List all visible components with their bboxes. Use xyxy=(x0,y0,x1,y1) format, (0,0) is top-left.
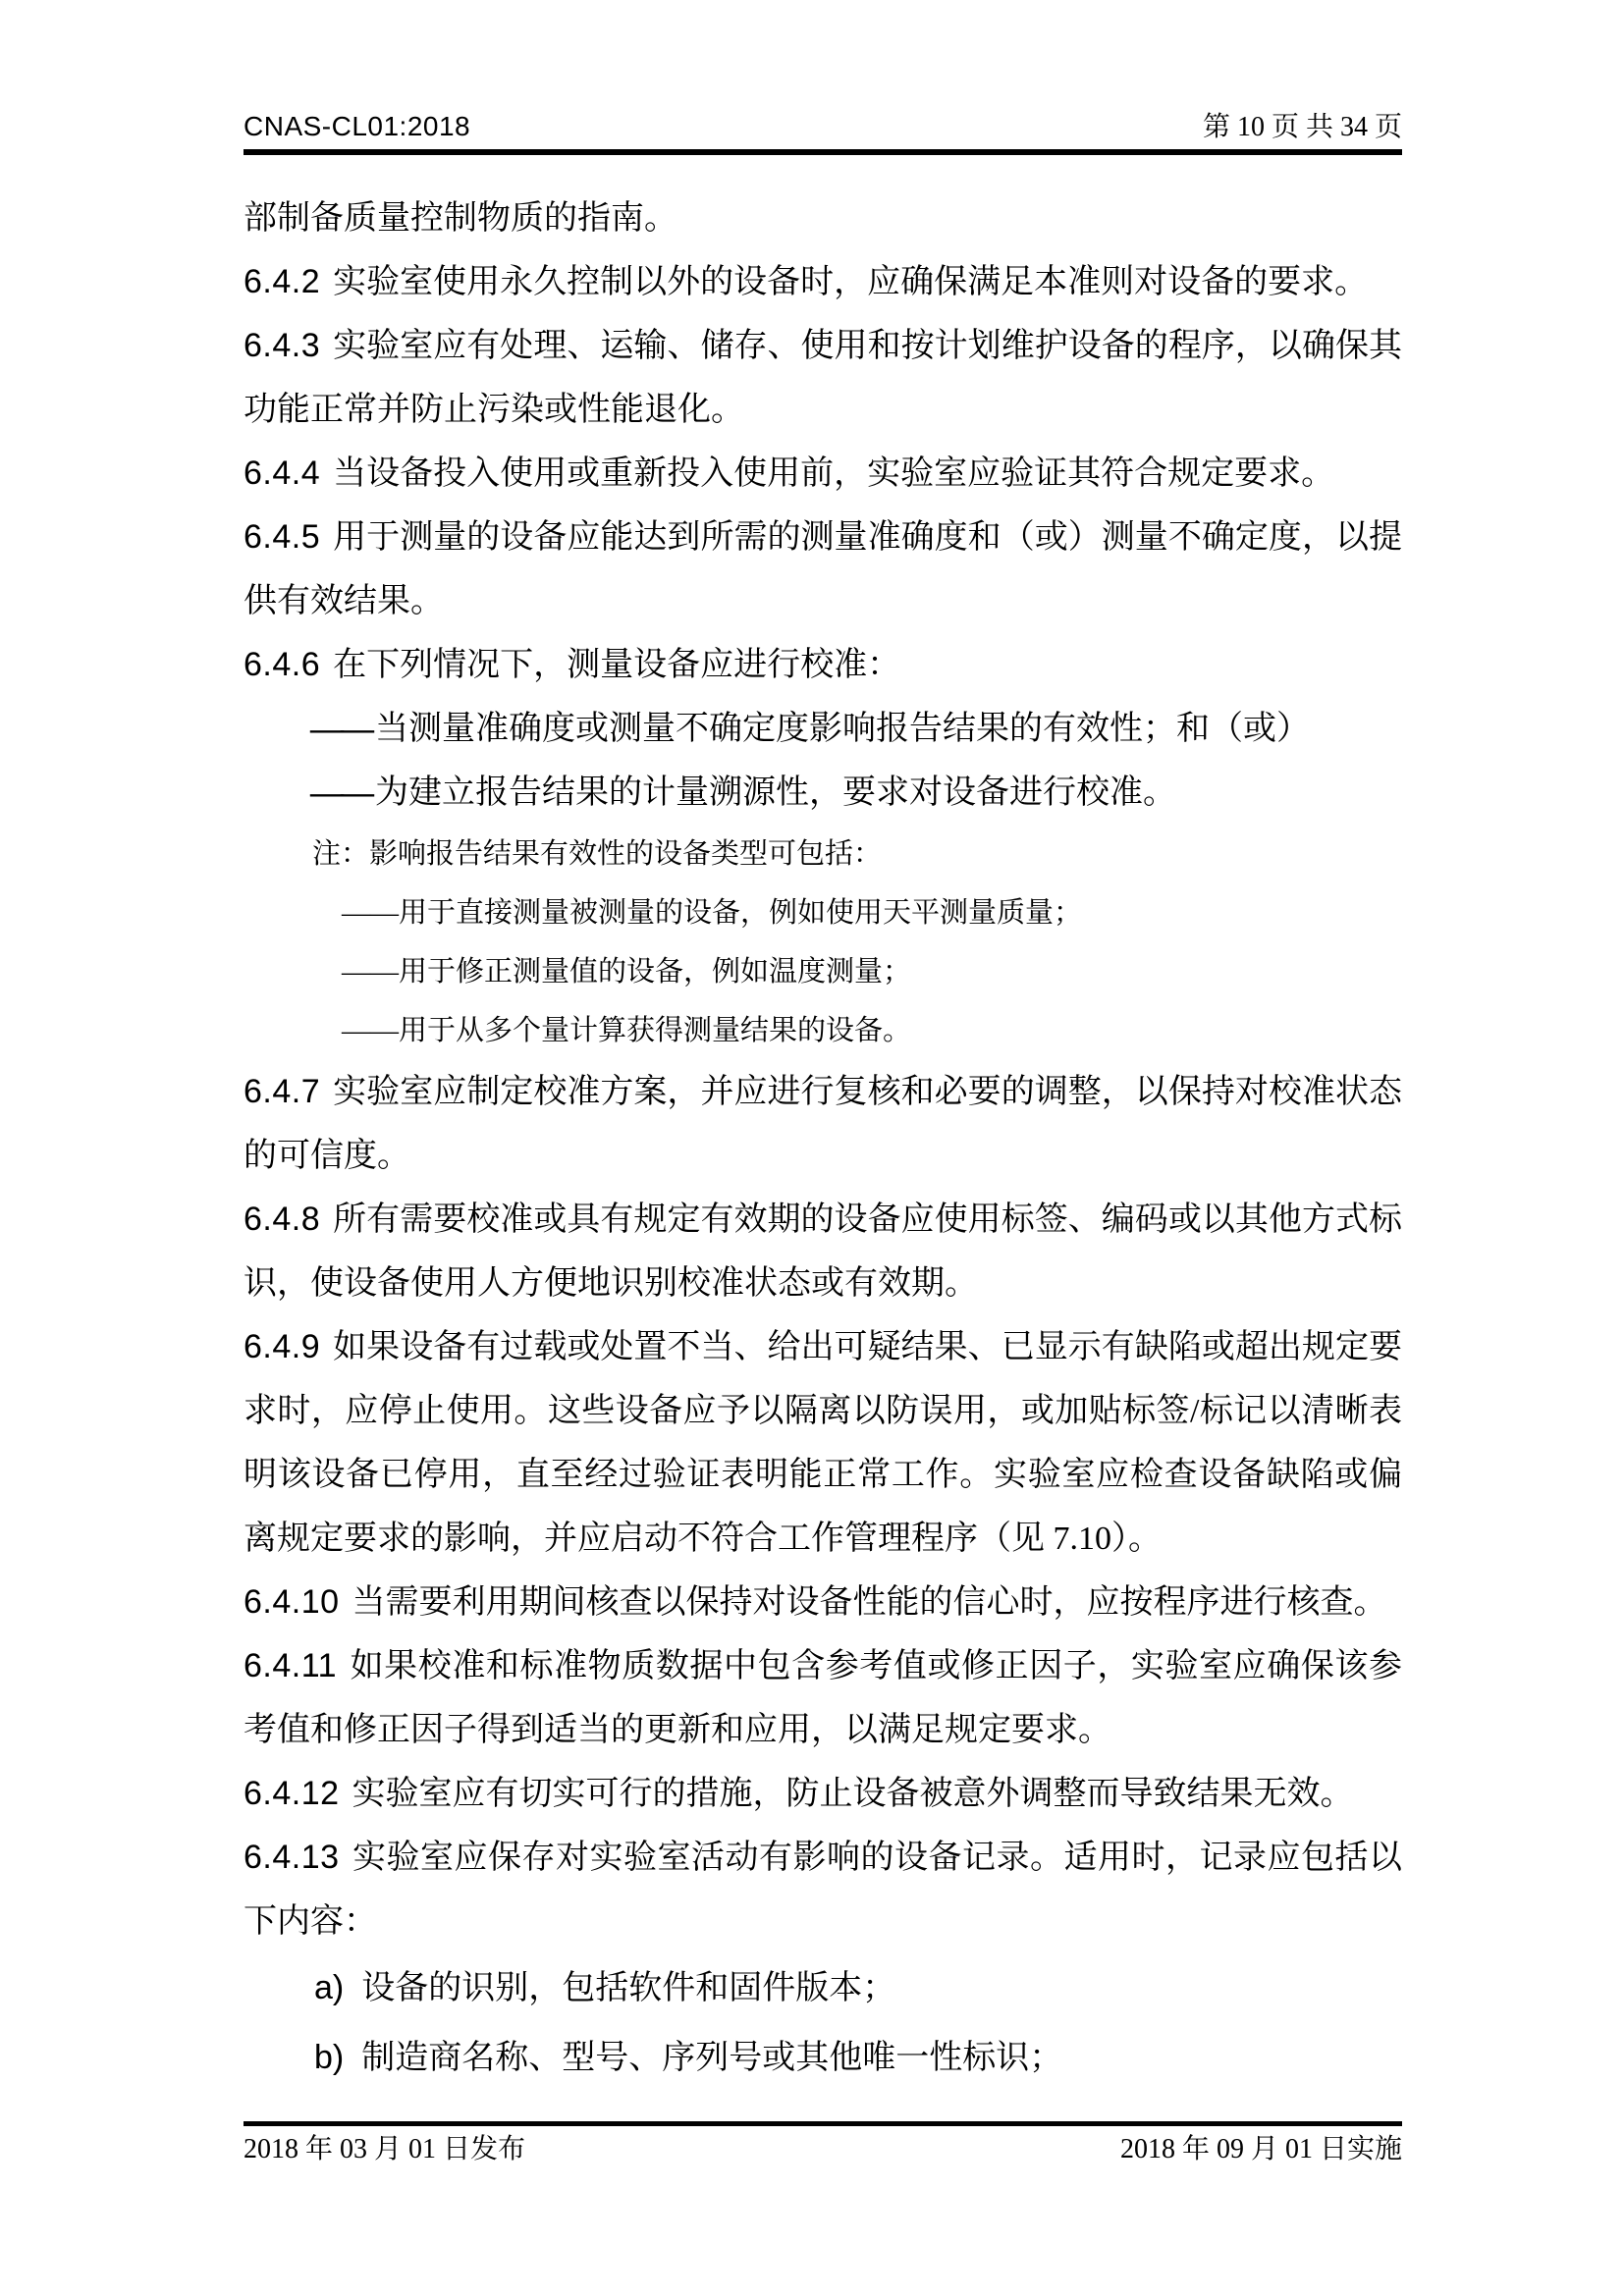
note-dash-paragraph xyxy=(244,942,1402,1001)
paragraph-text: ——用于从多个量计算获得测量结果的设备。 xyxy=(342,1015,912,1046)
clause-6.4.13 xyxy=(244,1826,1402,1953)
dash-marker: —— xyxy=(310,774,371,811)
clause-6.4.11 xyxy=(244,1634,1402,1762)
header-doc-code: CNAS-CL01:2018 xyxy=(244,111,471,141)
paragraph-text: 所有需要校准或具有规定有效期的设备应使用标签、编码或以其他方式标识，使设备使用人方便地识别校准状态或有效期。 xyxy=(244,1201,1402,1302)
footer-publish-date: 2018 年 03 月 01 日发布 xyxy=(244,2134,526,2164)
paragraph-text: 用于测量的设备应能达到所需的测量准确度和（或）测量不确定度，以提供有效结果。 xyxy=(244,519,1402,619)
paragraph-text: 当测量准确度或测量不确定度影响报告结果的有效性；和（或） xyxy=(375,711,1310,747)
clause-6.4.5 xyxy=(244,506,1402,633)
clause-number: 6.4.4 xyxy=(244,454,321,492)
paragraph-text: ——用于直接测量被测量的设备，例如使用天平测量质量； xyxy=(342,897,1083,929)
clause-number: 6.4.12 xyxy=(244,1775,340,1812)
dash-marker: —— xyxy=(310,711,371,747)
clause-number: 6.4.6 xyxy=(244,646,321,683)
plain-paragraph xyxy=(244,187,1402,250)
letter-paragraph xyxy=(244,2023,1402,2093)
paragraph-text: 注：影响报告结果有效性的设备类型可包括： xyxy=(312,838,883,870)
clause-6.4.4 xyxy=(244,442,1402,506)
clause-number: 6.4.7 xyxy=(244,1073,321,1110)
document-body xyxy=(244,187,1402,2093)
paragraph-text: 实验室应有处理、运输、储存、使用和按计划维护设备的程序，以确保其功能正常并防止污染或性能退化。 xyxy=(244,328,1402,428)
paragraph-text: 设备的识别，包括软件和固件版本； xyxy=(361,1970,896,2006)
paragraph-text: 当设备投入使用或重新投入使用前，实验室应验证其符合规定要求。 xyxy=(333,455,1335,492)
clause-6.4.8 xyxy=(244,1188,1402,1315)
dash-paragraph xyxy=(244,761,1402,825)
page-header xyxy=(244,110,1402,144)
paragraph-text: 实验室使用永久控制以外的设备时，应确保满足本准则对设备的要求。 xyxy=(333,264,1369,300)
note-paragraph xyxy=(244,825,1402,883)
paragraph-text: 实验室应制定校准方案，并应进行复核和必要的调整，以保持对校准状态的可信度。 xyxy=(244,1074,1402,1174)
paragraph-text: 如果校准和标准物质数据中包含参考值或修正因子，实验室应确保该参考值和修正因子得到适当的更新和应用，以满足规定要求。 xyxy=(244,1648,1402,1748)
paragraph-text: 为建立报告结果的计量溯源性，要求对设备进行校准。 xyxy=(375,774,1176,811)
header-page-info: 第 10 页 共 34 页 xyxy=(1202,112,1402,142)
letter-paragraph xyxy=(244,1953,1402,2023)
note-dash-paragraph xyxy=(244,883,1402,942)
paragraph-text: 实验室应保存对实验室活动有影响的设备记录。适用时，记录应包括以下内容： xyxy=(244,1840,1402,1940)
dash-paragraph xyxy=(244,697,1402,761)
clause-number: 6.4.5 xyxy=(244,518,321,556)
clause-number: 6.4.3 xyxy=(244,327,321,364)
clause-number: 6.4.8 xyxy=(244,1201,321,1238)
paragraph-text: ——用于修正测量值的设备，例如温度测量； xyxy=(342,956,912,988)
paragraph-text: 部制备质量控制物质的指南。 xyxy=(244,200,677,237)
footer-implement-date: 2018 年 09 月 01 日实施 xyxy=(1119,2134,1402,2164)
clause-number: 6.4.11 xyxy=(244,1647,338,1684)
clause-number: 6.4.10 xyxy=(244,1583,340,1621)
paragraph-text: 在下列情况下，测量设备应进行校准： xyxy=(333,647,901,683)
clause-6.4.12 xyxy=(244,1762,1402,1826)
page-footer xyxy=(244,2132,1402,2167)
clause-6.4.10 xyxy=(244,1571,1402,1634)
header-rule xyxy=(244,149,1402,155)
clause-6.4.6 xyxy=(244,633,1402,697)
clause-6.4.9 xyxy=(244,1315,1402,1571)
letter-item-label: b) xyxy=(314,2039,345,2076)
paragraph-text: 当需要利用期间核查以保持对设备性能的信心时，应按程序进行核查。 xyxy=(352,1584,1387,1621)
clause-6.4.3 xyxy=(244,314,1402,442)
letter-item-label: a) xyxy=(314,1969,345,2006)
footer-rule xyxy=(244,2121,1402,2126)
clause-number: 6.4.2 xyxy=(244,263,321,300)
clause-6.4.2 xyxy=(244,250,1402,314)
clause-number: 6.4.13 xyxy=(244,1839,340,1876)
clause-6.4.7 xyxy=(244,1060,1402,1188)
paragraph-text: 制造商名称、型号、序列号或其他唯一性标识； xyxy=(361,2040,1063,2076)
paragraph-text: 实验室应有切实可行的措施，防止设备被意外调整而导致结果无效。 xyxy=(352,1776,1354,1812)
note-dash-paragraph xyxy=(244,1001,1402,1060)
paragraph-text: 如果设备有过载或处置不当、给出可疑结果、已显示有缺陷或超出规定要求时，应停止使用。这些设备应予以隔离以防误用，或加贴标签/标记以清晰表明该设备已停用，直至经过验证表明能正常工作。实验室应检查设备缺陷或偏离规定要求的影响，并应启动不符合工作管理程序（见 7.10）。 xyxy=(244,1329,1402,1557)
clause-number: 6.4.9 xyxy=(244,1328,321,1365)
